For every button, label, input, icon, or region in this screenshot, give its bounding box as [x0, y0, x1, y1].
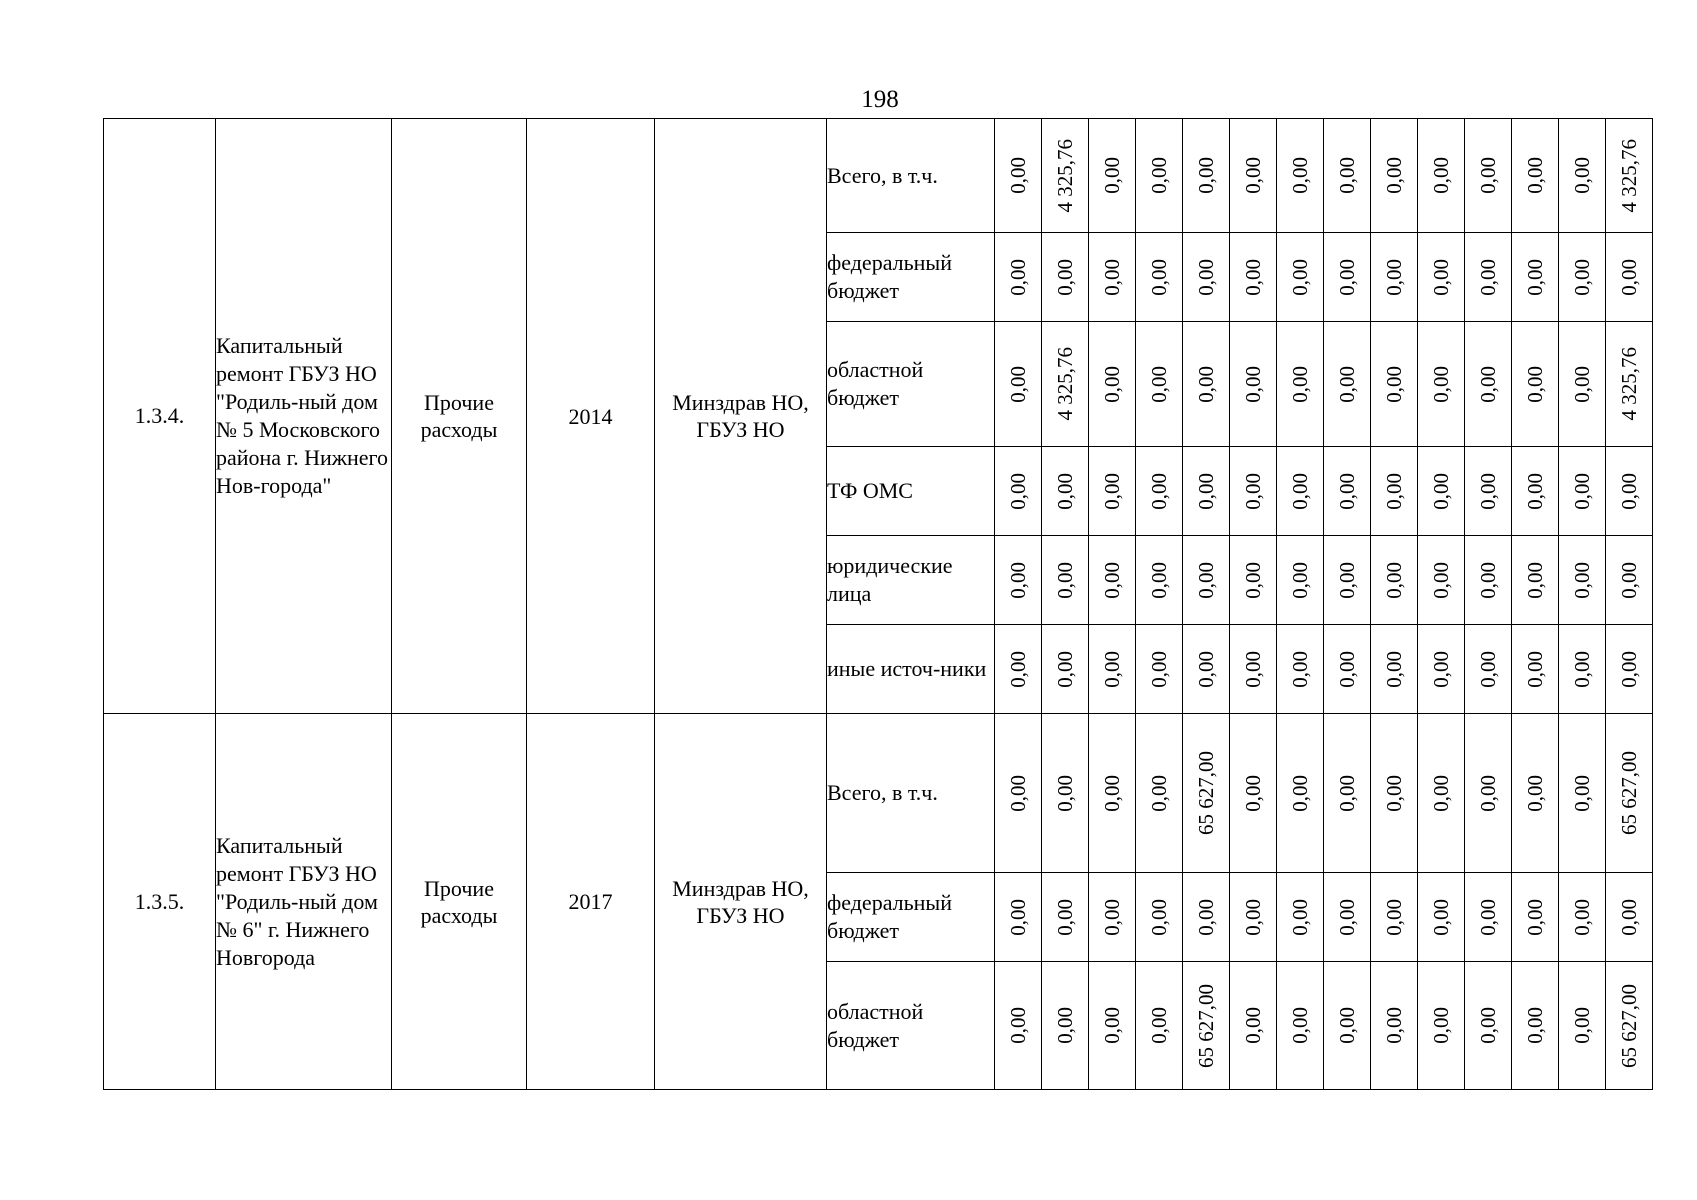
value-cell: [1606, 962, 1653, 1090]
value-text: 0,00: [1569, 258, 1594, 296]
funding-source: Всего, в т.ч.: [827, 714, 995, 873]
value-text: 0,00: [1052, 258, 1077, 296]
value-text: 0,00: [1240, 1007, 1265, 1044]
value-text: 0,00: [1240, 898, 1265, 936]
value-cell: [1230, 322, 1277, 447]
value-text: 0,00: [1146, 650, 1171, 688]
value-text: 0,00: [1381, 258, 1406, 296]
value-text: 0,00: [1381, 898, 1406, 936]
value-cell: [1089, 873, 1136, 962]
value-cell: [1089, 322, 1136, 447]
value-cell: [1230, 714, 1277, 873]
value-text: 0,00: [1193, 258, 1218, 296]
value-text: 0,00: [1005, 898, 1030, 936]
value-cell: [1418, 714, 1465, 873]
value-cell: [1512, 714, 1559, 873]
value-cell: [1418, 536, 1465, 625]
value-text: 0,00: [1616, 472, 1641, 510]
value-cell: [1277, 536, 1324, 625]
project-name: Капитальный ремонт ГБУЗ НО "Родиль-ный дом № 5 Московского района г. Нижнего Нов-города": [216, 119, 392, 714]
value-cell: [1230, 962, 1277, 1090]
responsible-org: Минздрав НО, ГБУЗ НО: [655, 714, 827, 1090]
value-text: 0,00: [1334, 472, 1359, 510]
value-text: 0,00: [1522, 774, 1547, 812]
value-cell: [1136, 714, 1183, 873]
value-cell: [1371, 119, 1418, 233]
value-text: 0,00: [1475, 258, 1500, 296]
value-cell: [1089, 233, 1136, 322]
value-cell: [1324, 714, 1371, 873]
value-text: 0,00: [1287, 561, 1312, 599]
value-cell: [1418, 233, 1465, 322]
funding-source: ТФ ОМС: [827, 447, 995, 536]
value-cell: [1559, 119, 1606, 233]
value-cell: [1277, 233, 1324, 322]
value-text: 0,00: [1240, 472, 1265, 510]
value-text: 0,00: [1428, 650, 1453, 688]
value-text: 0,00: [1381, 1007, 1406, 1044]
value-cell: [1465, 322, 1512, 447]
value-cell: [1089, 447, 1136, 536]
value-cell: [995, 322, 1042, 447]
value-text: 4 325,76: [1616, 347, 1641, 421]
value-cell: [1512, 322, 1559, 447]
value-cell: [1418, 322, 1465, 447]
value-text: 0,00: [1146, 365, 1171, 403]
value-text: 0,00: [1193, 561, 1218, 599]
responsible-org: Минздрав НО, ГБУЗ НО: [655, 119, 827, 714]
value-text: 0,00: [1287, 157, 1312, 194]
table-row: [104, 714, 1653, 873]
value-text: 65 627,00: [1193, 751, 1218, 835]
value-text: 0,00: [1522, 157, 1547, 194]
value-cell: [1465, 447, 1512, 536]
value-text: 0,00: [1428, 258, 1453, 296]
value-text: 0,00: [1052, 774, 1077, 812]
value-text: 0,00: [1052, 472, 1077, 510]
value-text: 0,00: [1522, 365, 1547, 403]
value-cell: [1089, 625, 1136, 714]
value-cell: [1324, 536, 1371, 625]
value-text: 0,00: [1193, 157, 1218, 194]
value-text: 0,00: [1146, 561, 1171, 599]
value-text: 0,00: [1475, 561, 1500, 599]
value-text: 0,00: [1005, 472, 1030, 510]
value-text: 0,00: [1569, 898, 1594, 936]
value-text: 0,00: [1522, 472, 1547, 510]
value-cell: [1042, 233, 1089, 322]
value-text: 0,00: [1522, 258, 1547, 296]
project-name: Капитальный ремонт ГБУЗ НО "Родиль-ный дом № 6" г. Нижнего Новгорода: [216, 714, 392, 1090]
value-cell: [1418, 625, 1465, 714]
value-text: 0,00: [1428, 561, 1453, 599]
value-text: 0,00: [1146, 898, 1171, 936]
value-text: 0,00: [1193, 472, 1218, 510]
value-cell: [1371, 536, 1418, 625]
value-cell: [1465, 233, 1512, 322]
value-text: 0,00: [1146, 472, 1171, 510]
value-cell: [1136, 233, 1183, 322]
value-cell: [1277, 962, 1324, 1090]
value-cell: [1136, 873, 1183, 962]
value-text: 0,00: [1334, 898, 1359, 936]
value-text: 0,00: [1005, 650, 1030, 688]
value-text: 65 627,00: [1616, 983, 1641, 1068]
value-text: 0,00: [1475, 157, 1500, 194]
value-cell: [1089, 536, 1136, 625]
value-cell: [995, 119, 1042, 233]
value-cell: [1512, 625, 1559, 714]
value-text: 0,00: [1146, 1007, 1171, 1044]
value-text: 0,00: [1616, 650, 1641, 688]
value-cell: [1371, 447, 1418, 536]
value-cell: [1559, 714, 1606, 873]
value-cell: [1136, 119, 1183, 233]
value-cell: [1183, 322, 1230, 447]
value-cell: [1512, 233, 1559, 322]
value-text: 0,00: [1428, 365, 1453, 403]
value-cell: [1606, 447, 1653, 536]
value-cell: [1418, 447, 1465, 536]
value-cell: [1277, 625, 1324, 714]
value-text: 0,00: [1193, 365, 1218, 403]
value-text: 0,00: [1334, 650, 1359, 688]
value-text: 0,00: [1381, 561, 1406, 599]
value-text: 0,00: [1099, 472, 1124, 510]
value-cell: [1324, 962, 1371, 1090]
value-cell: [1465, 962, 1512, 1090]
value-cell: [1371, 625, 1418, 714]
value-cell: [1418, 962, 1465, 1090]
funding-source: юридические лица: [827, 536, 995, 625]
value-text: 0,00: [1240, 365, 1265, 403]
value-text: 0,00: [1475, 365, 1500, 403]
value-text: 0,00: [1569, 561, 1594, 599]
value-cell: [1324, 873, 1371, 962]
value-text: 4 325,76: [1052, 138, 1077, 213]
funding-source: областной бюджет: [827, 322, 995, 447]
value-cell: [1371, 322, 1418, 447]
value-text: 0,00: [1287, 258, 1312, 296]
value-text: 0,00: [1287, 650, 1312, 688]
value-cell: [1136, 536, 1183, 625]
value-cell: [995, 962, 1042, 1090]
funding-source: федеральный бюджет: [827, 873, 995, 962]
value-text: 0,00: [1334, 258, 1359, 296]
value-text: 0,00: [1381, 650, 1406, 688]
value-text: 0,00: [1287, 774, 1312, 812]
value-cell: [1371, 962, 1418, 1090]
value-cell: [1183, 873, 1230, 962]
value-cell: [1136, 447, 1183, 536]
value-cell: [1606, 873, 1653, 962]
value-cell: [1371, 714, 1418, 873]
value-cell: [1606, 536, 1653, 625]
value-cell: [1042, 447, 1089, 536]
value-text: 65 627,00: [1616, 751, 1641, 835]
value-text: 0,00: [1052, 650, 1077, 688]
value-text: 0,00: [1146, 774, 1171, 812]
value-cell: [1324, 625, 1371, 714]
value-text: 0,00: [1522, 898, 1547, 936]
value-cell: [1465, 625, 1512, 714]
value-text: 0,00: [1381, 472, 1406, 510]
value-text: 0,00: [1522, 561, 1547, 599]
value-cell: [1512, 447, 1559, 536]
value-text: 4 325,76: [1616, 138, 1641, 213]
value-text: 0,00: [1099, 898, 1124, 936]
value-cell: [1230, 873, 1277, 962]
value-text: 0,00: [1569, 774, 1594, 812]
value-cell: [1042, 119, 1089, 233]
value-cell: [1183, 233, 1230, 322]
project-year: 2014: [527, 119, 655, 714]
value-cell: [1324, 447, 1371, 536]
value-cell: [1277, 447, 1324, 536]
value-cell: [1606, 119, 1653, 233]
value-cell: [1230, 233, 1277, 322]
value-cell: [995, 447, 1042, 536]
value-text: 0,00: [1052, 1007, 1077, 1044]
value-cell: [1042, 625, 1089, 714]
funding-source: областной бюджет: [827, 962, 995, 1090]
value-cell: [1277, 714, 1324, 873]
value-cell: [1418, 119, 1465, 233]
funding-source: федеральный бюджет: [827, 233, 995, 322]
value-text: 0,00: [1428, 774, 1453, 812]
value-cell: [1183, 536, 1230, 625]
value-text: 0,00: [1193, 898, 1218, 936]
value-cell: [1465, 536, 1512, 625]
value-cell: [995, 625, 1042, 714]
value-cell: [1324, 322, 1371, 447]
expense-type: Прочие расходы: [392, 714, 527, 1090]
value-cell: [1512, 962, 1559, 1090]
value-text: 0,00: [1569, 157, 1594, 194]
value-text: 0,00: [1240, 774, 1265, 812]
value-text: 0,00: [1475, 472, 1500, 510]
value-text: 0,00: [1099, 157, 1124, 194]
value-text: 0,00: [1428, 472, 1453, 510]
value-text: 0,00: [1616, 561, 1641, 599]
value-text: 0,00: [1240, 157, 1265, 194]
value-cell: [1183, 625, 1230, 714]
value-text: 0,00: [1569, 650, 1594, 688]
value-text: 0,00: [1569, 1007, 1594, 1044]
value-cell: [1136, 322, 1183, 447]
value-cell: [1042, 962, 1089, 1090]
value-text: 0,00: [1475, 898, 1500, 936]
value-text: 0,00: [1005, 561, 1030, 599]
value-cell: [1136, 962, 1183, 1090]
value-cell: [995, 873, 1042, 962]
value-cell: [1042, 322, 1089, 447]
value-cell: [1324, 119, 1371, 233]
value-text: 0,00: [1334, 365, 1359, 403]
value-cell: [1042, 536, 1089, 625]
value-cell: [1512, 536, 1559, 625]
value-text: 0,00: [1146, 258, 1171, 296]
value-cell: [1465, 119, 1512, 233]
value-cell: [1371, 873, 1418, 962]
value-text: 0,00: [1616, 898, 1641, 936]
value-text: 0,00: [1099, 258, 1124, 296]
value-cell: [1230, 447, 1277, 536]
value-text: 0,00: [1052, 898, 1077, 936]
value-cell: [1606, 322, 1653, 447]
value-cell: [1183, 962, 1230, 1090]
value-text: 0,00: [1099, 1007, 1124, 1044]
value-cell: [1606, 625, 1653, 714]
value-cell: [1277, 322, 1324, 447]
value-cell: [1183, 119, 1230, 233]
value-cell: [1277, 873, 1324, 962]
value-cell: [1042, 873, 1089, 962]
value-text: 0,00: [1005, 157, 1030, 194]
value-cell: [1559, 962, 1606, 1090]
value-text: 0,00: [1287, 365, 1312, 403]
value-cell: [1559, 536, 1606, 625]
value-cell: [1324, 233, 1371, 322]
value-text: 0,00: [1287, 1007, 1312, 1044]
value-text: 0,00: [1099, 650, 1124, 688]
value-text: 0,00: [1099, 561, 1124, 599]
value-cell: [1277, 119, 1324, 233]
value-text: 0,00: [1099, 774, 1124, 812]
value-cell: [1559, 322, 1606, 447]
value-text: 0,00: [1240, 561, 1265, 599]
value-cell: [1230, 119, 1277, 233]
value-cell: [995, 714, 1042, 873]
value-text: 0,00: [1381, 365, 1406, 403]
value-text: 0,00: [1146, 157, 1171, 194]
value-cell: [1512, 119, 1559, 233]
value-text: 65 627,00: [1193, 983, 1218, 1068]
value-text: 0,00: [1428, 1007, 1453, 1044]
project-year: 2017: [527, 714, 655, 1090]
value-cell: [1465, 873, 1512, 962]
value-cell: [1230, 536, 1277, 625]
value-text: 0,00: [1381, 774, 1406, 812]
project-number: 1.3.4.: [104, 119, 216, 714]
value-text: 0,00: [1005, 258, 1030, 296]
value-text: 0,00: [1616, 258, 1641, 296]
value-cell: [1042, 714, 1089, 873]
value-text: 0,00: [1475, 1007, 1500, 1044]
project-number: 1.3.5.: [104, 714, 216, 1090]
value-text: 0,00: [1334, 774, 1359, 812]
value-cell: [1089, 962, 1136, 1090]
value-cell: [1512, 873, 1559, 962]
budget-table: [103, 118, 1653, 1090]
page-number: 198: [861, 86, 899, 113]
value-text: 0,00: [1005, 774, 1030, 812]
value-text: 0,00: [1334, 561, 1359, 599]
value-text: 0,00: [1569, 472, 1594, 510]
value-cell: [1371, 233, 1418, 322]
value-cell: [1559, 625, 1606, 714]
value-text: 0,00: [1428, 157, 1453, 194]
value-text: 0,00: [1193, 650, 1218, 688]
value-cell: [995, 233, 1042, 322]
value-text: 0,00: [1099, 365, 1124, 403]
value-text: 0,00: [1334, 1007, 1359, 1044]
value-text: 0,00: [1287, 898, 1312, 936]
expense-type: Прочие расходы: [392, 119, 527, 714]
value-cell: [1559, 873, 1606, 962]
funding-source: Всего, в т.ч.: [827, 119, 995, 233]
value-cell: [1089, 714, 1136, 873]
value-cell: [995, 536, 1042, 625]
value-cell: [1465, 714, 1512, 873]
value-cell: [1418, 873, 1465, 962]
value-cell: [1183, 447, 1230, 536]
value-text: 0,00: [1381, 157, 1406, 194]
value-cell: [1559, 233, 1606, 322]
value-text: 0,00: [1334, 157, 1359, 194]
value-cell: [1089, 119, 1136, 233]
value-cell: [1559, 447, 1606, 536]
value-text: 0,00: [1569, 365, 1594, 403]
value-cell: [1606, 714, 1653, 873]
value-text: 0,00: [1428, 898, 1453, 936]
value-text: 0,00: [1287, 472, 1312, 510]
value-text: 4 325,76: [1052, 347, 1077, 421]
value-cell: [1230, 625, 1277, 714]
value-cell: [1183, 714, 1230, 873]
table-row: [104, 119, 1653, 233]
value-text: 0,00: [1005, 365, 1030, 403]
value-cell: [1606, 233, 1653, 322]
value-text: 0,00: [1240, 258, 1265, 296]
value-text: 0,00: [1005, 1007, 1030, 1044]
value-cell: [1136, 625, 1183, 714]
value-text: 0,00: [1475, 774, 1500, 812]
value-text: 0,00: [1475, 650, 1500, 688]
value-text: 0,00: [1522, 650, 1547, 688]
value-text: 0,00: [1052, 561, 1077, 599]
value-text: 0,00: [1522, 1007, 1547, 1044]
value-text: 0,00: [1240, 650, 1265, 688]
funding-source: иные источ-ники: [827, 625, 995, 714]
